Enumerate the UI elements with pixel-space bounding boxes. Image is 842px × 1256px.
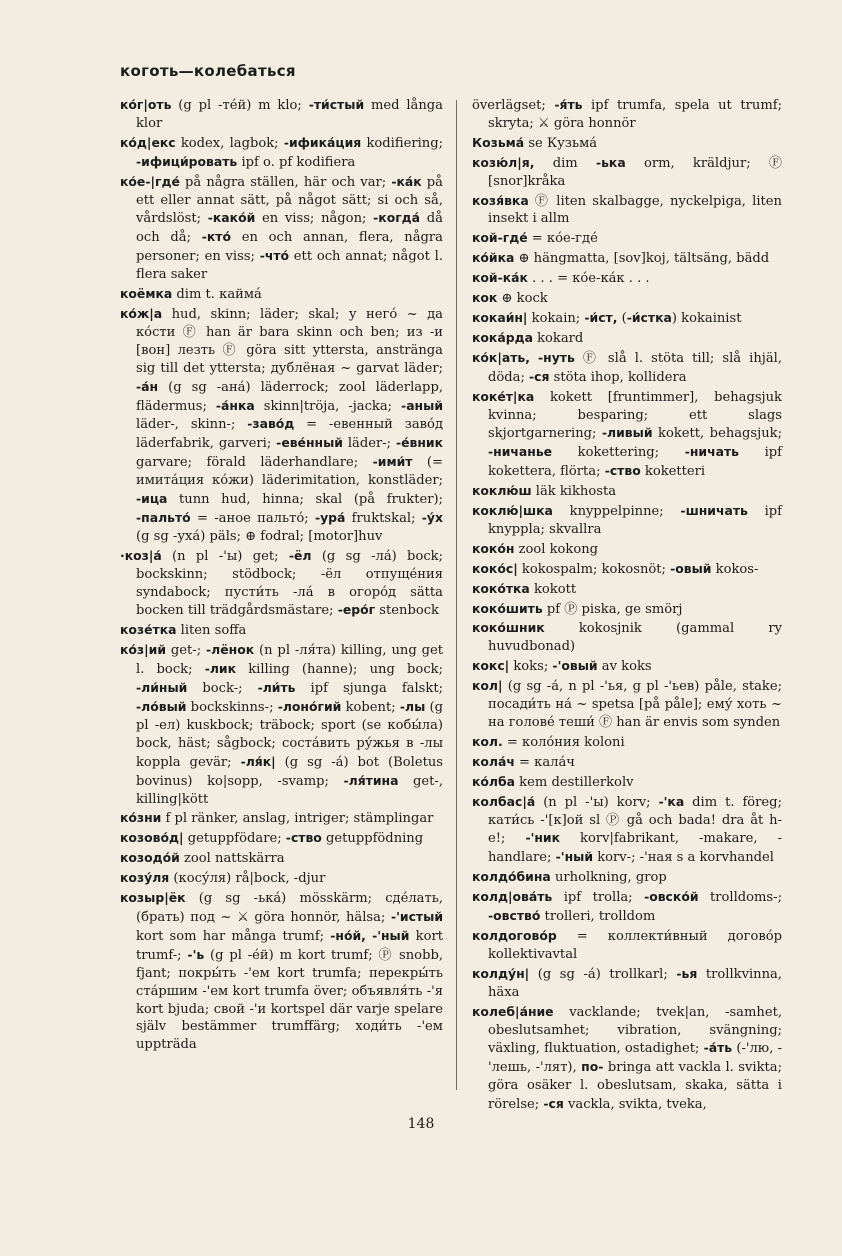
dictionary-entry [120,641,443,808]
entry-text: (g pl -е́й) m kort trumf; Ⓟ snobb, fjant; покры́ть -'ем kort trumfa; перекры́ть ста́ршим -'ем kort trumfa över; объявля́ть -'я kort bjuda; свой -'и kortspel där varje spelare själv bestämmer trumffärg; ходи́ть -'ем uppträda [136,947,443,1053]
headword: козыр|ёк [120,890,186,906]
entry-text: korv-; -'ная s a korvhandel [593,850,774,866]
headword: коко́шник [472,620,545,636]
headword: -лёнок [206,642,255,658]
headword: ко́е-|где́ [120,173,180,189]
headword: -овый [670,560,712,576]
entry-text: zool nattskärra [179,851,285,867]
headword: -еве́нный [276,435,343,451]
headword: козу́ля [120,870,170,886]
headword: -лоно́гий [277,699,342,714]
entry-text: (g sg -ька́) mösskärm; сде́лать, (брать) под ~ ⚔ göra honnör, hälsa; [136,891,443,925]
dictionary-entry [472,329,782,348]
entry-text: (g sg -ла́) bock; bockskinn; stödbock; -ёл отпуще́ния syndabock; пусти́ть -ла́ в огоро́д sätta bocken till trädgårdsmästare; [136,548,444,619]
headword: -еро́г [337,602,376,618]
dictionary-entry [472,96,782,133]
headword: кокс| [472,658,510,674]
page-number: 148 [407,1116,435,1132]
dictionary-entry [472,753,782,772]
dictionary-entry [472,1003,782,1114]
headword: -'ка [658,793,685,809]
dictionary-entry [120,889,443,1054]
headword: коко́с| [472,560,518,576]
entry-text: kobent; [341,700,400,715]
headword: -что́ [259,248,290,264]
headword: коко́тка [472,580,530,596]
dictionary-entry [472,580,782,599]
headword: -ло́вый [136,699,187,714]
headword: козя́вка [472,192,529,208]
dictionary-entry [472,269,782,288]
entry-text: fruktskal; [345,510,422,526]
headword: -ти́стый [308,97,365,112]
headword: ко́з|ий [120,642,167,658]
headword: ·коз|а́ [120,547,162,563]
entry-text: ipf sjunga falskt; [295,681,443,697]
headword: -'овый [552,658,598,674]
entry-text: Ⓕ liten skalbagge, nyckelpiga, liten insekt i allm [488,193,782,227]
entry-text: zool kokong [514,541,599,557]
headword: ко́д|екс [120,134,176,150]
dictionary-entry [472,677,782,732]
headword: колд|ова́ть [472,889,553,905]
headword: -лик [204,661,237,677]
entry-text: vacklande; tvek|an, -samhet, obeslutsamhet; vibration, svängning; växling, fluktuation, ostadighet; [488,1004,782,1057]
entry-text: (g sg -а́) bot (Boletus bovinus) ko|sopp, -svamp; [136,754,444,789]
entry-text: kokott [529,581,577,597]
headword: -когда́ [373,210,421,226]
headword: ко́г|оть [120,97,172,112]
column-divider [456,100,457,1090]
headword: кой-где́ [472,230,528,246]
entry-text: läder-, skinn-; [136,417,248,433]
dictionary-entry [120,134,443,172]
headword: -ство [285,830,322,846]
headword: коёмка [120,286,173,302]
dictionary-entry [472,134,782,153]
entry-text: (g sg -а́) trollkarl; [529,966,677,982]
entry-text: (-'лю, -'лешь, -'лят), [488,1041,782,1076]
right-column [472,96,782,1115]
entry-text: dim t. каймá [172,287,262,303]
headword: -'ь [187,946,205,962]
entry-text: kokos- [711,561,759,577]
entry-text: getuppfödning [321,831,424,847]
entry-text: liten soffa [176,623,247,639]
headword: -но́й, [330,927,366,943]
headword: ко́ж|а [120,305,163,321]
dictionary-entry [120,285,443,304]
entry-text: orm, kräldjur; Ⓕ [snor]kråka [488,155,782,189]
entry-text: skinn|tröja, -jacka; [254,398,402,414]
dictionary-entry [472,657,782,676]
dictionary-entry [472,927,782,964]
entry-text: se Кузьма́ [524,135,598,151]
headword: колду́н| [472,965,530,981]
headword: Козьма́ [472,134,525,150]
entry-text: ipf trolla; [552,890,645,906]
dictionary-entry [472,619,782,656]
headword: козе́тка [120,622,177,638]
entry-text: bockskinns-; [186,700,278,715]
dictionary-entry [120,621,443,640]
entry-text [530,351,538,366]
dictionary-entry [472,154,782,191]
headword: -ничанье [488,444,553,460]
entry-text: kokettering; [552,445,685,461]
dictionary-entry [120,305,443,546]
dictionary-entry [120,173,443,284]
dictionary-entry [472,309,782,328]
entry-text: Ⓕ slå l. stöta till; slå ihjäl, döda; [488,350,782,385]
dictionary-entry [120,547,443,621]
entry-text: getuppfödare; [183,831,286,847]
headword: ко́лба [472,773,516,789]
entry-text: pf Ⓟ piska, ge smörj [542,601,683,617]
entry-text: knyppelpinne; [552,504,681,520]
entry-text: bock-; [187,681,258,697]
headword: кол| [472,678,503,694]
headword: -ифици́ровать [136,153,238,169]
headword: кокаи́н| [472,309,528,325]
headword: -а́ть [703,1040,733,1056]
entry-text: trollkvinna, häxa [488,966,783,1000]
dictionary-entry [472,793,782,868]
headword: колдогово́р [472,927,557,943]
running-header: коготь—колебаться [120,62,296,80]
dictionary-entry [472,560,782,579]
entry-text: ipf o. pf kodifiera [237,154,356,170]
headword: -ли́ть [257,680,296,696]
entry-text: (n pl -'ы) korv; [535,794,659,810]
headword: -заво́д [247,416,295,432]
dictionary-entry [120,96,443,133]
entry-text: = -аное пальто́; [190,510,315,526]
headword: -'ный [555,849,594,865]
headword: по- [581,1059,604,1075]
dictionary-entry [120,849,443,868]
entry-text: (= имита́ция ко́жи) läderimitation, konstläder; [136,455,443,489]
entry-text: stenbock [375,603,439,619]
entry-text: tunn hud, hinna; skal (på frukter); [167,492,443,508]
dictionary-entry [472,888,782,926]
headword: -е́вник [395,435,443,451]
entry-text: kodifiering; [361,135,443,151]
entry-text: ( [617,310,627,326]
entry-text: koketteri [640,464,706,480]
entry-text: (n pl -'ы) get; [161,548,289,564]
entry-text: killing (hanne); ung bock; [236,662,443,678]
headword: кол. [472,733,503,749]
entry-text: (косу́ля) rå|bock, -djur [169,871,326,887]
entry-text: (g sg -а́, n pl -'ья, g pl -'ьев) påle, stake; посади́ть на́ ~ spetsa [på påle]; ему́ хоть ~ на голове́ теши́ Ⓕ han är envis som synden [488,679,782,730]
dictionary-entry [472,600,782,619]
entry-text: (g sg -уха́) päls; ⊕ fodral; [motor]huv [136,528,383,544]
headword: -како́й [207,210,256,226]
entry-text: dim t. föreg; кати́сь -'[к]ой sl Ⓟ gå och bada! dra åt h-e!; [488,794,782,847]
dictionary-entry [472,965,782,1002]
dictionary-entry [472,249,782,268]
dictionary-entry [120,809,443,828]
headword: -пальто́ [136,509,191,525]
entry-text: ett och annat; något l. flera saker [136,249,443,283]
headword: -'ный [372,927,410,943]
dictionary-entry [472,482,782,501]
left-column [120,96,443,1055]
entry-text: på några ställen, här och var; [179,174,392,190]
headword: -ся [543,1096,564,1112]
entry-text: då och då; [136,211,443,246]
dictionary-entry [472,868,782,887]
entry-text: ) kokainist [671,310,742,326]
entry-text: ipf knyppla; skvallra [488,504,782,537]
headword: коко́н [472,540,515,556]
entry-text: trolldoms-; [698,890,782,906]
entry-text: get-, killing|kött [136,773,443,807]
entry-text: vackla, svikta, tveka, [563,1097,707,1113]
headword: -а́н [136,378,159,394]
entry-text: kokett [fruntimmer], behagsjuk kvinna; besparing; ett slags skjortgarnering; [488,389,782,442]
headword: ко́йка [472,250,515,266]
entry-text: dim [534,155,596,171]
entry-text: kodex, lagbok; [175,135,284,151]
entry-text: kort trumf-; [136,928,443,963]
headword: -ся [529,368,550,384]
headword: -овско́й [644,889,699,905]
entry-text: läk kikhosta [531,484,617,500]
headword: ко́к|ать, [472,349,530,365]
entry-text: kokain; [527,310,585,326]
headword: коклю́ш [472,483,532,499]
headword: козодо́й [120,850,180,866]
headword: -ура́ [314,509,346,525]
entry-text: ⊕ hängmatta, [sov]koj, tältsäng, bädd [514,251,770,267]
entry-text: en viss; någon; [255,211,374,227]
headword: -ёл [288,547,312,563]
headword: -лы [399,699,426,714]
entry-text: (n pl -ля́та) killing, ung get l. bock; [136,643,443,678]
headword: кой-ка́к [472,270,528,286]
entry-text: garvare; förald läderhandlare; [136,455,373,471]
dictionary-entry [472,773,782,792]
headword: колеб|а́ние [472,1003,554,1019]
headword: -ифика́ция [283,134,362,150]
headword: -нуть [538,349,575,365]
entry-text: bringa att vackla l. svikta; göra osäker l. obeslutsam, skaka, sätta i rörelse; [488,1060,782,1113]
entry-text: ⊕ kock [497,291,548,307]
entry-text: = кала́ч [514,754,575,770]
headword: -ья [676,965,698,981]
entry-text: hud, skinn; läder; skal; у него́ ~ да ко́сти Ⓕ han är bara skinn och ben; из -и [вон] лезть Ⓕ göra sitt yttersta, anstränga sig till det yttersta; дублёная ~ garvat läder; [136,306,443,376]
headword: -аный [401,397,443,413]
entry-text: ipf kokettera, flörta; [488,445,782,480]
dictionary-entry [120,869,443,888]
headword: -ли́ный [136,680,188,696]
headword: -ими́т [372,454,413,470]
entry-text: = ко́е-где́ [527,231,598,247]
entry-text: = коллекти́вный догово́р kollektivavtal [488,928,782,962]
headword: -у́х [421,509,443,525]
entry-text: (g pl -ел) kuskbock; träbock; sport (se кобы́ла) bock, häst; sågbock; соста́вить ру́жья в -лы koppla gevär; [136,700,444,770]
headword: -ица [136,491,168,507]
headword: колбас|а́ [472,793,536,809]
entry-text: av koks [597,659,652,675]
entry-text: kokard [532,330,584,346]
headword: коко́шить [472,600,543,616]
entry-text: f pl ränker, anslag, intriger; stämplingar [161,811,434,827]
headword: -ля́к| [240,753,276,769]
headword: -'истый [390,908,443,924]
dictionary-entry [472,192,782,229]
headword: -а́нка [215,397,255,413]
headword: -ничать [684,444,739,460]
entry-text: urholkning, grop [550,870,667,886]
entry-text: get-; [166,643,207,659]
headword: -овство́ [488,908,541,924]
entry-text: = -евенный заво́д läderfabrik, garveri; [136,417,444,452]
entry-text: kokett, behagsjuk; [652,426,782,442]
headword: -'ник [525,830,561,846]
headword: -шничать [680,503,748,519]
headword: -ька [595,154,626,170]
entry-text: = коло́ния koloni [502,734,625,750]
headword: кока́рда [472,329,533,345]
headword: козю́л|я, [472,154,535,170]
dictionary-entry [472,289,782,308]
entry-text: kokospalm; kokosnöt; [517,561,671,577]
entry-text: trolleri, trolldom [540,909,656,925]
entry-text: kokosjnik (gammal ry huvudbonad) [488,621,782,655]
dictionary-entry [472,502,782,539]
headword: -и́стка [626,309,672,325]
headword: -я́ть [554,97,583,112]
headword: коке́т|ка [472,388,535,404]
headword: коклю́|шка [472,503,553,519]
headword: -ля́тина [343,772,399,788]
entry-text: . . . = ко́е-ка́к . . . [527,271,650,287]
headword: козово́д| [120,830,184,846]
entry-text: (g sg -ана́) läderrock; zool läderlapp, flädermus; [136,379,443,414]
entry-text: (g pl -те́й) m klo; [171,98,309,113]
entry-text: en och annan, flera, några personer; en viss; [136,230,443,265]
entry-text: kem destillerkolv [515,774,634,790]
headword: -кто́ [201,229,231,245]
headword: -ство [604,463,641,479]
entry-text: ipf trumfa, spela ut trumf; skryta; ⚔ göra honnör [488,98,783,131]
headword: кола́ч [472,753,515,769]
dictionary-entry [472,349,782,387]
entry-text: korv|fabrikant, -makare, -handlare; [488,831,782,866]
headword: -ливый [601,425,653,441]
headword: колдо́бина [472,869,551,885]
dictionary-entry [472,733,782,752]
entry-text: med långa klor [136,98,443,131]
entry-text: kort som har många trumf; [136,928,331,944]
headword: кок [472,290,498,306]
entry-text: koks; [509,659,553,675]
dictionary-entry [472,229,782,248]
headword: -ка́к [391,173,422,189]
dictionary-entry [120,829,443,848]
entry-text: på ett eller annat sätt, på något sätt; si och så, vårdslöst; [136,174,443,227]
dictionary-entry [472,388,782,482]
entry-text: stöta ihop, kollidera [549,369,687,385]
headword: ко́зни [120,810,162,826]
entry-text: läder-; [342,436,396,452]
entry-text: överlägset; [472,98,555,113]
headword: -и́ст, [584,309,618,325]
dictionary-entry [472,540,782,559]
